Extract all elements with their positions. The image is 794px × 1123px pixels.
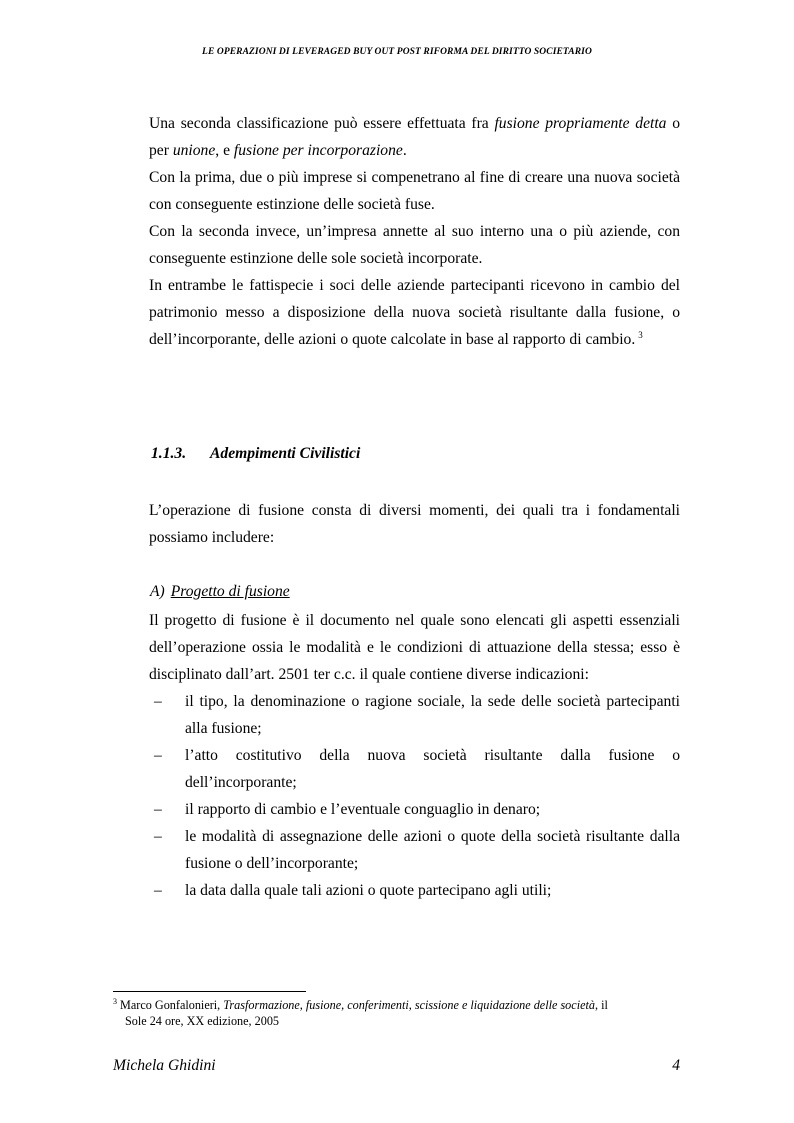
subsection-text: Il progetto di fusione è il documento nel quale sono elencati gli aspetti essenziali dell’operazione ossia le modalità e le condizioni di attuazione della stessa; esso è disciplinato dall’art. 2501 ter c.c. il quale contiene diverse indicazioni:	[149, 612, 680, 683]
subsection-label: A)	[150, 583, 165, 600]
list-item: – la data dalla quale tali azioni o quote partecipano agli utili;	[149, 877, 680, 904]
running-header: LE OPERAZIONI DI LEVERAGED BUY OUT POST RIFORMA DEL DIRITTO SOCIETARIO	[202, 47, 592, 57]
page-number: 4	[672, 1057, 680, 1074]
section-title: Adempimenti Civilistici	[210, 445, 361, 462]
list-item: – le modalità di assegnazione delle azioni o quote della società risultante dalla fusione o dell’incorporante;	[149, 823, 680, 877]
subsection-title: Progetto di fusione	[170, 583, 290, 600]
paragraph-second: Con la seconda invece, un’impresa annette al suo interno una o più aziende, con conseguente estinzione delle sole società incorporate.	[149, 223, 680, 267]
subsection-heading	[150, 581, 290, 603]
dash-bullet: –	[154, 693, 162, 710]
section-heading	[151, 443, 360, 465]
section-intro: L’operazione di fusione consta di diversi momenti, dei quali tra i fondamentali possiamo includere:	[149, 502, 680, 546]
footnote-reference[interactable]: 3	[638, 329, 643, 340]
indications-list	[149, 688, 680, 904]
list-item: – il rapporto di cambio e l’eventuale conguaglio in denaro;	[149, 796, 680, 823]
dash-bullet: –	[154, 747, 162, 764]
dash-bullet: –	[154, 828, 162, 845]
paragraph-first: Con la prima, due o più imprese si compenetrano al fine di creare una nuova società con conseguente estinzione delle società fuse.	[149, 169, 680, 213]
footer-author: Michela Ghidini	[113, 1057, 216, 1074]
paragraph-classification: Una seconda classificazione può essere effettuata fra fusione propriamente detta o per unione, e fusione per incorporazione.	[149, 115, 680, 159]
list-item: – il tipo, la denominazione o ragione sociale, la sede delle società partecipanti alla fusione;	[149, 688, 680, 742]
footnote-divider	[113, 991, 306, 992]
section-number: 1.1.3.	[151, 445, 187, 462]
intro-text	[149, 110, 680, 353]
paragraph-both: In entrambe le fattispecie i soci delle aziende partecipanti ricevono in cambio del patrimonio messo a disposizione della nuova società risultante dalla fusione, o dell’incorporante, delle azioni o quote calcolate in base al rapporto di cambio. $^3$	[149, 277, 680, 348]
footnote-mark: 3	[113, 996, 117, 1006]
footnote: $^3$ Marco Gonfalonieri, Trasformazione, fusione, conferimenti, scissione e liquidazione delle società, il Sole 24 ore, XX edizione, 2005	[113, 996, 608, 1028]
dash-bullet: –	[154, 882, 162, 899]
dash-bullet: –	[154, 801, 162, 818]
list-item: – l’atto costitutivo della nuova società risultante dalla fusione o dell’incorporante;	[149, 742, 680, 796]
subsection-body	[149, 607, 680, 904]
